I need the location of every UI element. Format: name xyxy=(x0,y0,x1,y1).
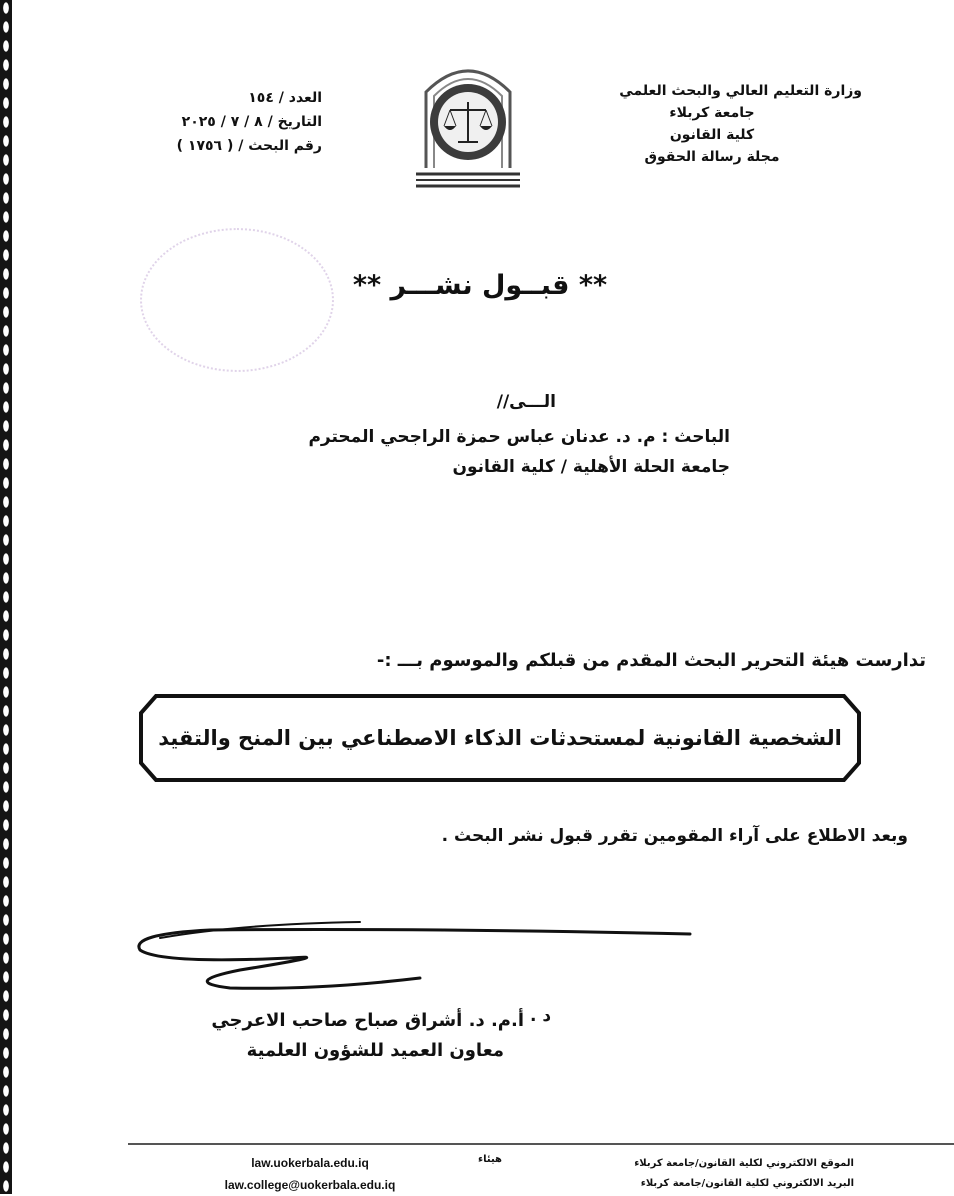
decision-text: وبعد الاطلاع على آراء المقومين تقرر قبول نشر البحث . xyxy=(441,826,908,846)
page-title: ** قبــول نشـــر ** xyxy=(352,270,608,301)
researcher-name: الباحث : م. د. عدنان عباس حمزة الراجحي المحترم xyxy=(308,427,730,447)
issue-date: التاريخ / ٨ / ٧ / ٢٠٢٥ xyxy=(181,114,322,130)
signatory-title: معاون العميد للشؤون العلمية xyxy=(246,1040,504,1061)
footer-divider xyxy=(128,1143,954,1145)
signatory-mark: د . xyxy=(530,1006,552,1026)
ministry-line: وزارة التعليم العالي والبحث العلمي xyxy=(619,83,862,99)
footer-contacts xyxy=(180,1152,440,1196)
journal-line: مجلة رسالة الحقوق xyxy=(644,149,780,165)
university-line: جامعة كربلاء xyxy=(669,105,755,121)
ministry-header xyxy=(562,80,862,168)
email-label: البريد الالكتروني لكلية القانون/جامعة كربلاء xyxy=(640,1178,854,1189)
research-title: الشخصية القانونية لمستحدثات الذكاء الاصطناعي بين المنح والتقيد xyxy=(158,726,842,750)
issue-number: العدد / ١٥٤ xyxy=(248,90,322,106)
website-link[interactable]: law.uokerbala.edu.iq xyxy=(251,1156,369,1170)
intro-text: تدارست هيئة التحرير البحث المقدم من قبلكم والموسوم بـــ :- xyxy=(376,650,926,671)
research-number: رقم البحث / ( ١٧٥٦ ) xyxy=(176,138,322,154)
scales-of-justice-emblem xyxy=(412,56,524,190)
email-link[interactable]: law.college@uokerbala.edu.iq xyxy=(224,1178,396,1192)
reference-block xyxy=(112,86,322,158)
website-label: الموقع الالكتروني لكلية القانون/جامعة كربلاء xyxy=(634,1158,854,1169)
signatory-name: أ.م. د. أشراق صباح صاحب الاعرجي xyxy=(211,1010,524,1031)
signatory-block xyxy=(124,1006,524,1066)
college-line: كلية القانون xyxy=(669,127,755,143)
footer-mid-label: هيئاء xyxy=(478,1154,502,1165)
handwritten-signature xyxy=(120,908,700,998)
spiral-binding xyxy=(0,0,12,1194)
footer-labels xyxy=(554,1154,854,1194)
recipient-block xyxy=(170,422,730,482)
to-label: الـــى// xyxy=(496,392,556,412)
researcher-affiliation: جامعة الحلة الأهلية / كلية القانون xyxy=(452,457,730,477)
